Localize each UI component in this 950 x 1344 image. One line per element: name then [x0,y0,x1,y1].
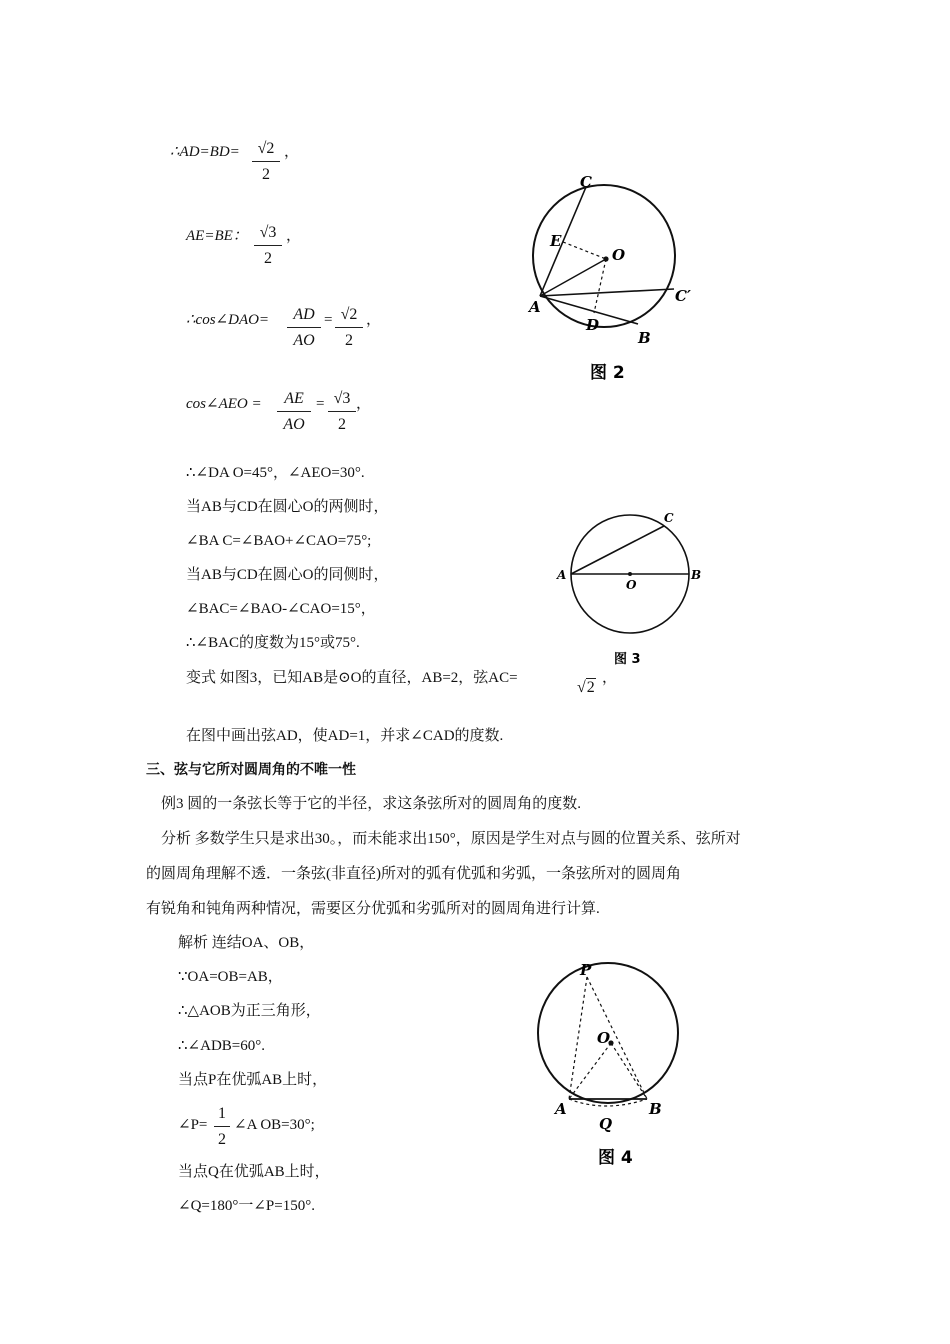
fig4-caption: 图 4 [598,1148,633,1168]
example-3: 例3 圆的一条弦长等于它的半径，求这条弦所对的圆周角的度数. [161,796,582,812]
text-ad-bd: ∴AD=BD= [170,144,240,160]
line-case-both-sides: 当AB与CD在圆心O的两侧时， [186,499,389,515]
fig3-label-b: B [691,568,702,582]
fig2-label-o: O [612,246,626,264]
solution-line-5: 当点P在优弧AB上时， [178,1072,328,1088]
fig2-label-a: A [529,298,541,316]
fig4-label-b: B [649,1100,662,1118]
comma: ， [284,144,300,160]
analysis-line-1: 分析 多数学生只是求出30。，而未能求出150°，原因是学生对点与圆的位置关系、弦所对 [161,831,741,847]
frac-ad-over-ao: AD AO [287,306,321,350]
line-bac-75: ∠BA C=∠BAO+∠CAO=75°; [186,533,372,549]
fig2-caption: 图 2 [590,363,625,383]
equals: = [324,312,333,328]
line-cos-dao: ∴cos∠DAO= [186,312,270,328]
solution-line-2: ∵OA=OB=AB， [178,969,283,985]
line-angles-result: ∴∠DA O=45°，∠AEO=30°. [186,465,365,481]
solution-line-7: 当点Q在优弧AB上时， [178,1164,330,1180]
frac-sqrt3-over-2: √3 2 [254,224,282,268]
fig2-label-b: B [638,329,651,347]
line-ae-be: AE=BE： [186,228,248,244]
comma: ， [366,312,382,328]
solution-line-8: ∠Q=180°一∠P=150°. [178,1198,315,1214]
solution-line-4: ∴∠ADB=60°. [178,1038,265,1054]
fig4-label-p: P [580,961,592,979]
fig2-center [603,256,608,261]
analysis-line-3: 有锐角和钝角两种情况，需要区分优弧和劣弧所对的圆周角进行计算. [146,901,600,917]
equals: = [316,396,325,412]
fig2-chord-acp [540,289,674,296]
fig3-chord-ac [571,526,664,574]
fig2-radius-ao [540,259,606,296]
figure-4 [525,955,700,1175]
frac-ae-over-ao: AE AO [277,390,311,434]
fig2-label-e: E [550,232,562,250]
fig2-circle [533,185,675,327]
fig4-label-q: Q [599,1115,613,1133]
solution-line-3: ∴△AOB为正三角形， [178,1003,321,1019]
frac-sqrt2-over-2: √2 2 [252,140,280,184]
fig4-pb-dashed [587,977,647,1099]
figure-3 [550,505,710,675]
fig3-label-o: O [626,578,637,592]
solution-line-6-post: ∠A OB=30°; [234,1117,315,1133]
sqrt2-inline: √2 [577,679,595,696]
fig2-oe-dashed [563,242,606,259]
fig3-label-a: A [557,568,567,582]
line-draw-ad: 在图中画出弦AD，使AD=1，并求∠CAD的度数. [186,728,504,744]
fig4-oa-dashed [569,1043,611,1099]
fig2-label-cprime: C′ [675,287,691,305]
fig2-label-d: D [586,316,600,334]
solution-line-6-pre: ∠P= [178,1117,208,1133]
line-case-same-side: 当AB与CD在圆心O的同侧时， [186,567,389,583]
comma: ， [602,670,618,686]
analysis-line-2: 的圆周角理解不透．一条弦(非直径)所对的弧有优弧和劣弧，一条弦所对的圆周角 [146,866,681,882]
line-bac-result: ∴∠BAC的度数为15°或75°. [186,635,360,651]
frac-sqrt3-over-2-b: √3 2 [328,390,356,434]
frac-sqrt2-over-2-b: √2 2 [335,306,363,350]
fig2-od-dashed [594,259,606,313]
line-ad-bd [170,142,240,162]
fig4-label-a: A [555,1100,567,1118]
comma: ， [286,228,302,244]
figure-2 [520,160,720,390]
fig4-pa-dashed [569,977,587,1099]
comma: ， [356,396,372,412]
fig3-label-c: C [664,511,674,525]
fig3-center [628,572,632,576]
fig2-label-c: C [580,173,592,191]
fig4-label-o: O [597,1029,611,1047]
line-variant: 变式 如图3，已知AB是⊙O的直径，AB=2，弦AC= [186,670,518,686]
line-cos-aeo: cos∠AEO = [186,396,262,412]
section-heading-3: 三、弦与它所对圆周角的不唯一性 [146,762,356,778]
fig2-chord-ac [540,187,586,296]
fig3-caption: 图 3 [614,652,641,667]
line-bac-15: ∠BAC=∠BAO-∠CAO=15°， [186,601,376,617]
fig4-ob-dashed [611,1043,647,1099]
frac-one-half: 1 2 [214,1105,230,1149]
solution-line-1: 解析 连结OA、OB， [178,935,315,951]
